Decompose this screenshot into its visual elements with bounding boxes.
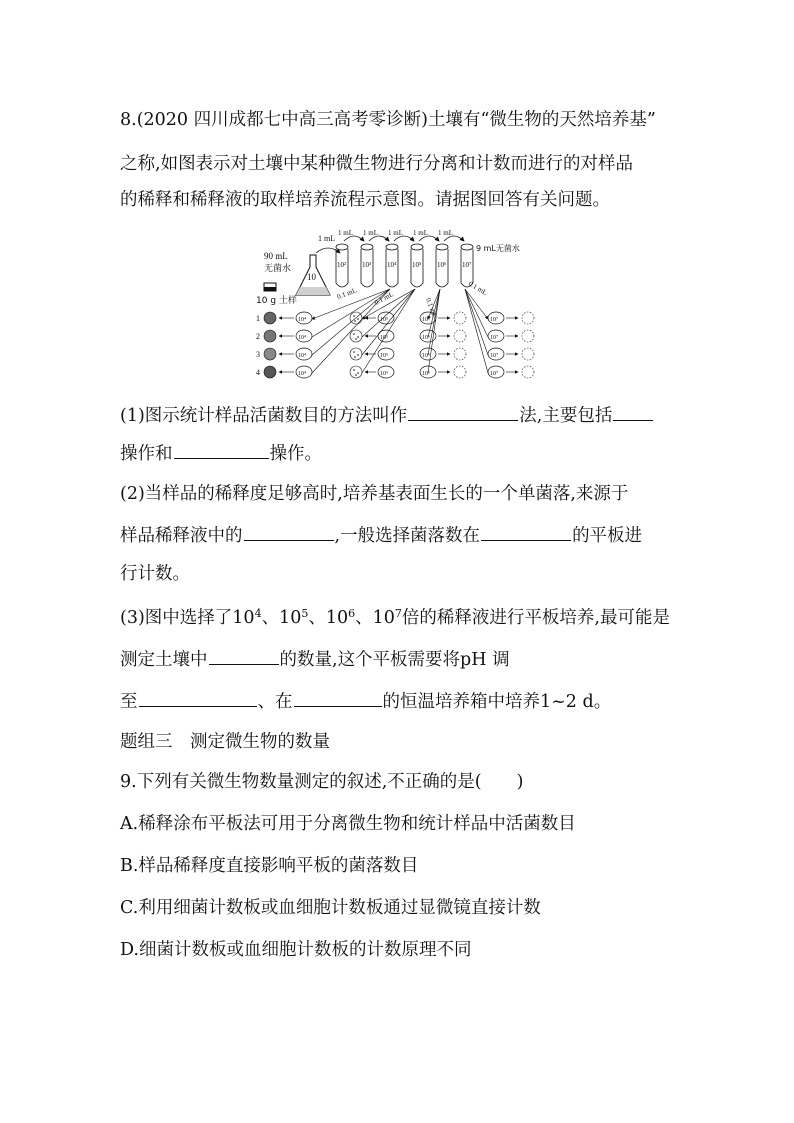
flask-number: 10 bbox=[307, 272, 316, 282]
plate-label-11: 10⁶ bbox=[422, 353, 431, 359]
q9-option-a[interactable]: A.稀释涂布平板法可用于分离微生物和统计样品中活菌数目 bbox=[120, 814, 576, 834]
tube-5-label: 10⁶ bbox=[437, 261, 447, 269]
dilution-tubes bbox=[336, 244, 473, 287]
row-label-4: 4 bbox=[256, 368, 260, 377]
plate-grid bbox=[256, 312, 534, 378]
transfer-label-first: 1 mL bbox=[318, 234, 336, 243]
plate-label-12: 10⁶ bbox=[422, 371, 431, 377]
tube-3 bbox=[386, 244, 398, 287]
q8-part3-line1: (3)图中选择了$10^4$、$10^5$、$10^6$、$10^7$倍的稀释液进行平板培养,最可能是 bbox=[120, 607, 670, 628]
answer-blank-3[interactable] bbox=[174, 440, 269, 459]
transfer-label-3: 1 mL bbox=[388, 229, 403, 237]
tube-1-label: 10² bbox=[337, 261, 347, 269]
plate-label-7: 10⁵ bbox=[380, 353, 389, 359]
q8-line-3: 的稀释和稀释液的取样培养流程示意图。请据图回答有关问题。 bbox=[120, 190, 610, 210]
plate-label-8: 10⁵ bbox=[380, 371, 389, 377]
tube-3-label: 10⁴ bbox=[387, 261, 397, 269]
plate-label-5: 10⁵ bbox=[380, 317, 389, 323]
sample-label-3: 0.1 mL bbox=[424, 296, 439, 319]
q8-part2-line2: 样品稀释液中的 ,一般选择菌落数在 的平板进 bbox=[120, 522, 642, 548]
q8-part3-line2: 测定土壤中 的数量,这个平板需要将pH 调 bbox=[120, 646, 510, 672]
q8-part1-line2: 操作和 操作。 bbox=[120, 440, 322, 466]
answer-blank-2[interactable] bbox=[613, 402, 653, 421]
flask-volume-label: 90 mL bbox=[264, 251, 288, 261]
q8-line-1: 8.(2020 四川成都七中高三高考零诊断)土壤有“微生物的天然培养基” bbox=[120, 110, 656, 130]
tube-1 bbox=[336, 244, 348, 287]
tube-6-label: 10⁷ bbox=[462, 261, 472, 269]
row-label-2: 2 bbox=[256, 332, 260, 341]
q8-part2-line3: 行计数。 bbox=[120, 564, 190, 584]
tube-4-label: 10⁵ bbox=[412, 261, 422, 269]
transfer-label-1: 1 mL bbox=[338, 229, 353, 237]
q8-part2-line1: (2)当样品的稀释度足够高时,培养基表面生长的一个单菌落,来源于 bbox=[120, 484, 629, 504]
transfer-label-5: 1 mL bbox=[438, 229, 453, 237]
plate-label-4: 10⁴ bbox=[298, 371, 307, 377]
sample-label-2: 0.1 mL bbox=[373, 290, 395, 307]
flask-water-label: 无菌水 bbox=[264, 264, 292, 274]
q9-option-c[interactable]: C.利用细菌计数板或血细胞计数板通过显微镜直接计数 bbox=[120, 898, 541, 918]
plate-label-6: 10⁵ bbox=[380, 335, 389, 341]
answer-blank-4[interactable] bbox=[244, 522, 334, 541]
soil-label: 10 g 土样 bbox=[256, 296, 297, 306]
tube-2 bbox=[361, 244, 373, 287]
dilution-diagram bbox=[250, 227, 550, 382]
answer-blank-7[interactable] bbox=[139, 688, 257, 707]
plate-label-1: 10⁴ bbox=[298, 317, 307, 323]
tube-2-label: 10³ bbox=[362, 261, 372, 269]
flask bbox=[296, 255, 330, 295]
plate-label-10: 10⁶ bbox=[422, 335, 431, 341]
answer-blank-1[interactable] bbox=[408, 402, 518, 421]
plate-label-14: 10⁷ bbox=[490, 335, 499, 341]
plate-label-13: 10⁷ bbox=[490, 317, 499, 323]
row-label-1: 1 bbox=[256, 314, 260, 323]
tube-5 bbox=[436, 244, 448, 287]
q8-line-2: 之称,如图表示对土壤中某种微生物进行分离和计数而进行的对样品 bbox=[120, 154, 634, 174]
answer-blank-5[interactable] bbox=[481, 522, 571, 541]
q8-part3-line3: 至 、在 的恒温培养箱中培养1~2 d。 bbox=[120, 688, 611, 714]
plate-label-9: 10⁶ bbox=[422, 317, 431, 323]
row-label-3: 3 bbox=[256, 350, 260, 359]
plate-label-15: 10⁷ bbox=[490, 353, 499, 359]
q9-option-b[interactable]: B.样品稀释度直接影响平板的菌落数目 bbox=[120, 856, 419, 876]
section-title: 题组三 测定微生物的数量 bbox=[120, 732, 330, 752]
plate-label-3: 10⁴ bbox=[298, 353, 307, 359]
q9-option-d[interactable]: D.细菌计数板或血细胞计数板的计数原理不同 bbox=[120, 940, 472, 960]
sample-label-4: 0.1 mL bbox=[467, 279, 489, 297]
transfer-label-2: 1 mL bbox=[363, 229, 378, 237]
sample-label-1: 0.1 mL bbox=[335, 286, 358, 301]
q9-stem: 9.下列有关微生物数量测定的叙述,不正确的是( ) bbox=[120, 772, 524, 792]
tube-water-label: 9 mL无菌水 bbox=[476, 244, 520, 253]
plate-label-2: 10⁴ bbox=[298, 335, 307, 341]
q8-part1-line1: (1)图示统计样品活菌数目的方法叫作 法,主要包括 bbox=[120, 402, 654, 428]
tube-transfers bbox=[338, 229, 464, 241]
answer-blank-6[interactable] bbox=[209, 646, 279, 665]
transfer-label-4: 1 mL bbox=[413, 229, 428, 237]
plate-label-16: 10⁷ bbox=[490, 371, 499, 377]
answer-blank-8[interactable] bbox=[294, 688, 382, 707]
sampling-arrows bbox=[312, 289, 488, 373]
tube-4 bbox=[411, 244, 423, 287]
